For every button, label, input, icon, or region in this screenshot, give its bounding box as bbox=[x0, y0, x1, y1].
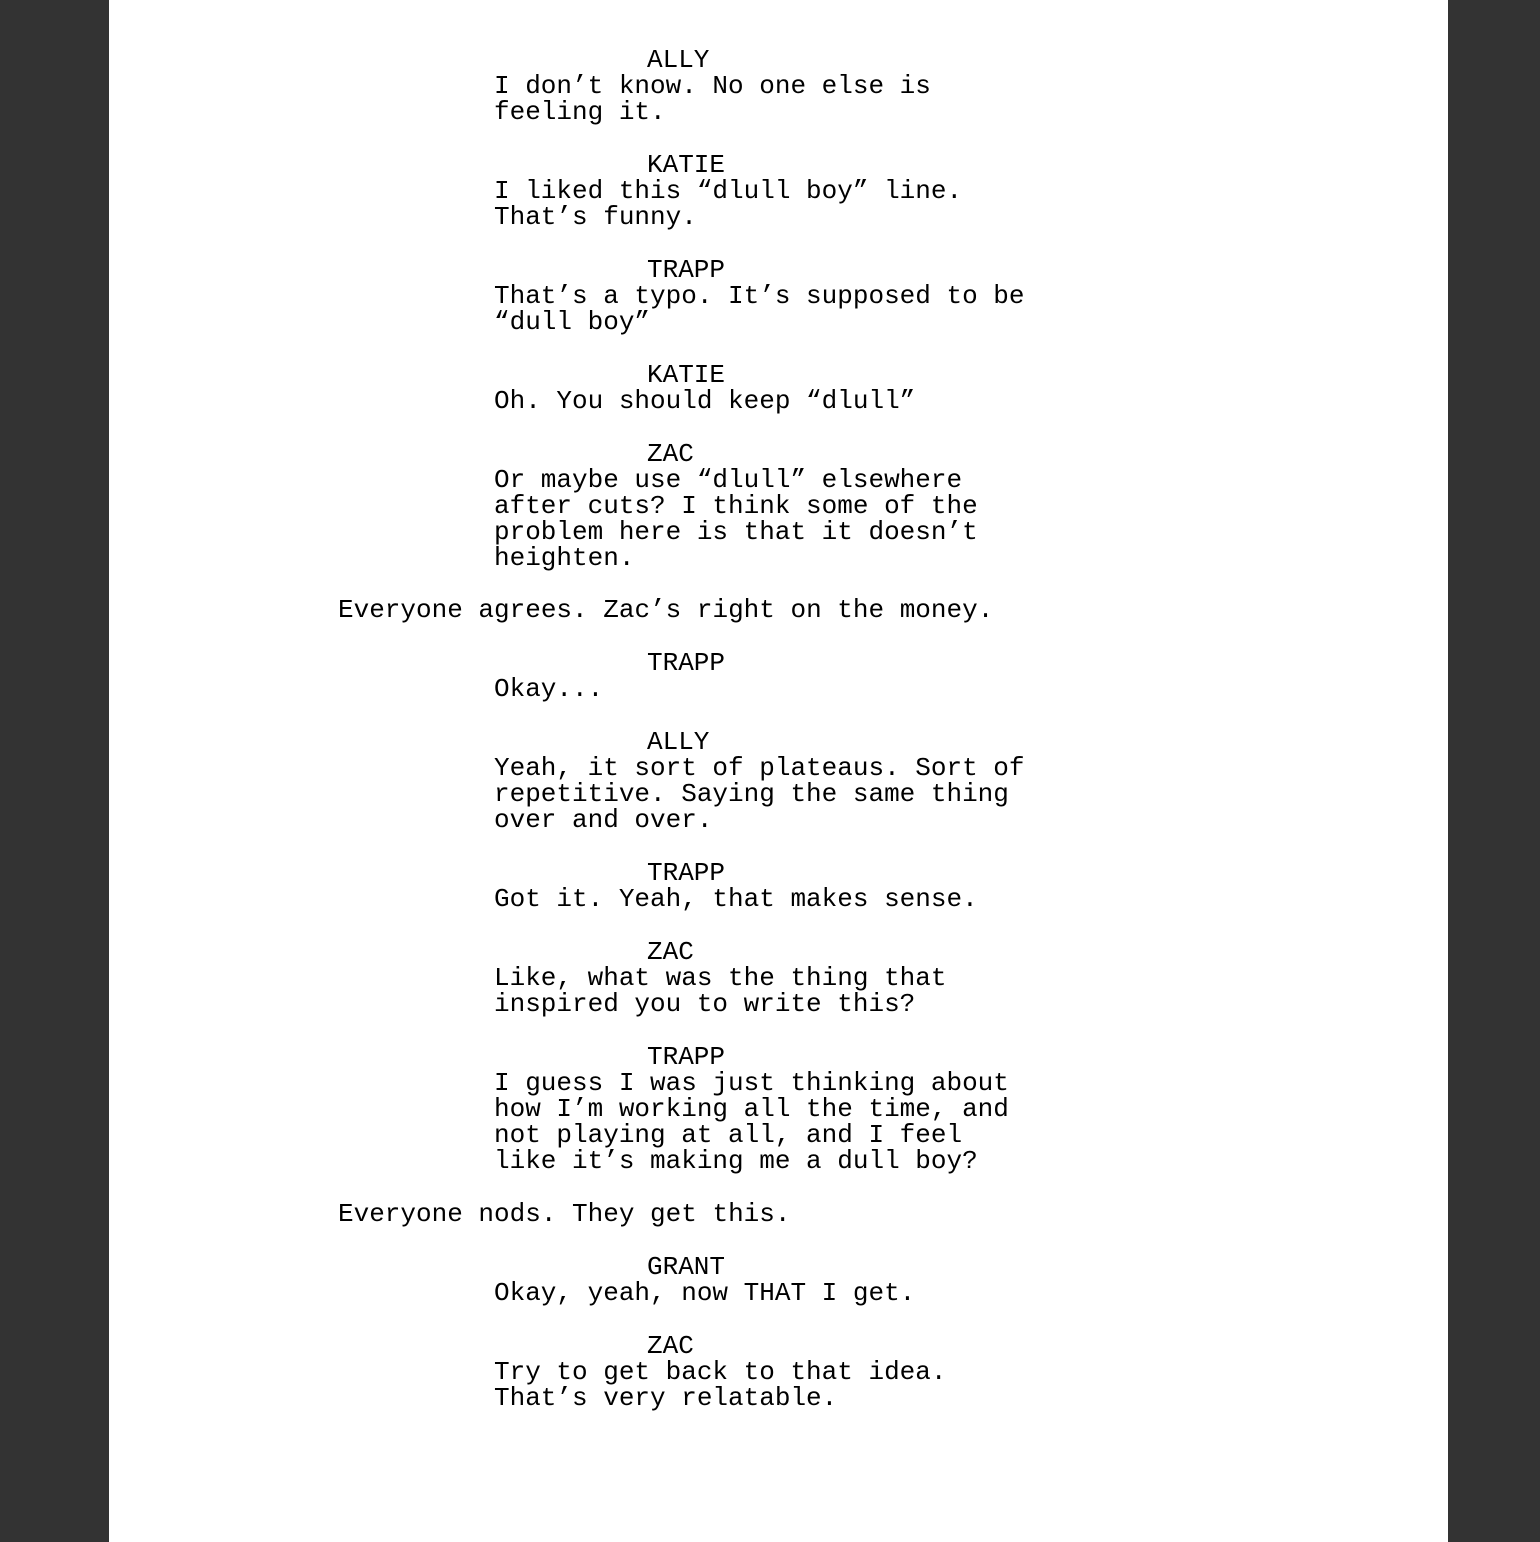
action-line: Everyone agrees. Zac’s right on the money. bbox=[338, 595, 994, 625]
dialogue-line: Oh. You should keep “dlull” bbox=[494, 386, 916, 416]
dialogue-line: after cuts? I think some of the bbox=[494, 491, 978, 521]
dialogue-line: I guess I was just thinking about bbox=[494, 1068, 1009, 1098]
dialogue-line: That’s very relatable. bbox=[494, 1383, 838, 1413]
dialogue-line: Okay, yeah, now THAT I get. bbox=[494, 1278, 916, 1308]
character-name: KATIE bbox=[647, 360, 726, 390]
dialogue-line: I liked this “dlull boy” line. bbox=[494, 176, 963, 206]
dialogue-line: Got it. Yeah, that makes sense. bbox=[494, 884, 978, 914]
dialogue-line: repetitive. Saying the same thing bbox=[494, 779, 1009, 809]
dialogue-line: not playing at all, and I feel bbox=[494, 1120, 963, 1150]
dialogue-line: Yeah, it sort of plateaus. Sort of bbox=[494, 753, 1025, 783]
dialogue-line: problem here is that it doesn’t bbox=[494, 517, 978, 547]
character-name: KATIE bbox=[647, 150, 726, 180]
character-name: TRAPP bbox=[647, 255, 726, 285]
character-name: TRAPP bbox=[647, 1042, 726, 1072]
character-name: GRANT bbox=[647, 1252, 726, 1282]
dialogue-line: That’s a typo. It’s supposed to be bbox=[494, 281, 1025, 311]
character-name: TRAPP bbox=[647, 858, 726, 888]
dialogue-line: over and over. bbox=[494, 805, 713, 835]
dialogue-line: like it’s making me a dull boy? bbox=[494, 1146, 978, 1176]
dialogue-line: Try to get back to that idea. bbox=[494, 1357, 947, 1387]
character-name: ZAC bbox=[647, 937, 694, 967]
character-name: ZAC bbox=[647, 439, 694, 469]
dialogue-line: feeling it. bbox=[494, 97, 666, 127]
script-page bbox=[109, 0, 1448, 1542]
dialogue-line: Like, what was the thing that bbox=[494, 963, 947, 993]
character-name: ZAC bbox=[647, 1331, 694, 1361]
dialogue-line: That’s funny. bbox=[494, 202, 697, 232]
dialogue-line: “dull boy” bbox=[494, 307, 651, 337]
action-line: Everyone nods. They get this. bbox=[338, 1199, 791, 1229]
character-name: TRAPP bbox=[647, 648, 726, 678]
dialogue-line: Or maybe use “dlull” elsewhere bbox=[494, 465, 963, 495]
character-name: ALLY bbox=[647, 727, 710, 757]
dialogue-line: inspired you to write this? bbox=[494, 989, 916, 1019]
character-name: ALLY bbox=[647, 45, 710, 75]
dialogue-line: heighten. bbox=[494, 543, 635, 573]
dialogue-line: Okay... bbox=[494, 674, 604, 704]
dialogue-line: how I’m working all the time, and bbox=[494, 1094, 1009, 1124]
dialogue-line: I don’t know. No one else is bbox=[494, 71, 931, 101]
